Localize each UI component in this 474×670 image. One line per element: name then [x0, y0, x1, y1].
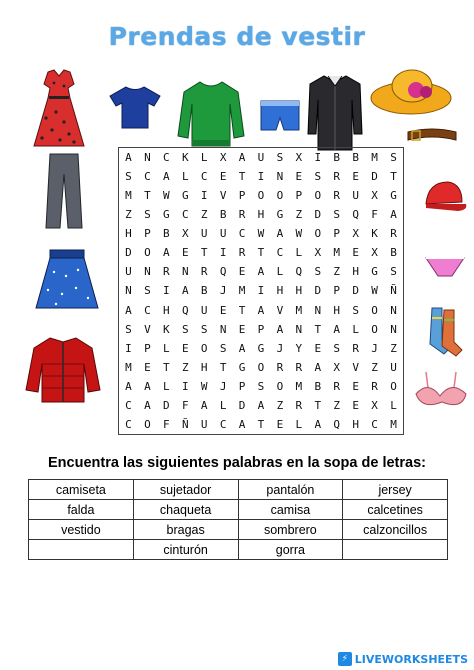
word-list-row — [29, 500, 448, 520]
grid-letter[interactable]: E — [352, 379, 359, 393]
grid-letter[interactable]: H — [333, 303, 341, 317]
grid-letter[interactable]: L — [390, 398, 397, 412]
grid-letter[interactable]: E — [314, 341, 322, 355]
grid-letter[interactable]: O — [371, 322, 378, 336]
instructions: Encuentra las siguientes palabras en la sopa de letras: — [48, 455, 426, 471]
grid-letter[interactable]: Q — [295, 265, 303, 279]
grid-letter[interactable]: N — [390, 322, 397, 336]
grid-letter[interactable]: R — [333, 189, 341, 203]
grid-letter[interactable]: H — [295, 284, 303, 298]
grid-letter[interactable]: C — [125, 398, 132, 412]
grid-letter[interactable]: A — [314, 417, 322, 431]
word-list-cell: sujetador — [133, 480, 238, 500]
shirt-icon — [306, 72, 364, 152]
grid-letter[interactable]: T — [257, 246, 265, 260]
logo-text: LIVEWORKSHEETS — [354, 652, 468, 666]
word-list-cell: bragas — [133, 520, 238, 540]
word-list-table — [28, 479, 448, 560]
grid-letter[interactable]: U — [200, 227, 208, 241]
grid-letter[interactable]: H — [200, 360, 208, 374]
grid-letter[interactable]: W — [371, 284, 378, 298]
grid-letter[interactable]: T — [257, 417, 265, 431]
grid-letter[interactable]: C — [181, 208, 189, 222]
grid-letter[interactable]: Z — [333, 265, 341, 279]
grid-letter[interactable]: A — [238, 417, 246, 431]
grid-letter[interactable]: J — [219, 284, 227, 298]
grid-letter[interactable]: A — [314, 360, 322, 374]
grid-letter[interactable]: Z — [276, 398, 284, 412]
word-list-cell: camisa — [238, 500, 343, 520]
grid-letter[interactable]: P — [144, 227, 151, 241]
knickers-icon — [424, 254, 466, 280]
grid-letter[interactable]: M — [295, 379, 303, 393]
grid-letter[interactable]: L — [163, 379, 170, 393]
word-search-grid[interactable] — [118, 147, 404, 435]
grid-letter[interactable]: C — [144, 303, 151, 317]
grid-letter[interactable]: E — [352, 246, 359, 260]
grid-letter[interactable]: T — [390, 170, 397, 184]
grid-letter[interactable]: S — [144, 208, 151, 222]
grid-letter[interactable]: O — [276, 379, 284, 393]
grid-letter[interactable]: K — [371, 227, 378, 241]
tshirt-icon — [108, 84, 162, 130]
grid-letter[interactable]: U — [257, 151, 265, 165]
grid-letter[interactable]: Z — [181, 360, 189, 374]
grid-letter[interactable]: E — [295, 170, 303, 184]
grid-letter[interactable]: G — [257, 341, 265, 355]
grid-letter[interactable]: X — [352, 227, 359, 241]
hat-icon — [368, 62, 454, 118]
grid-letter[interactable]: R — [295, 398, 303, 412]
grid-letter[interactable]: X — [219, 151, 227, 165]
grid-letter[interactable]: I — [257, 284, 265, 298]
grid-letter[interactable]: T — [238, 170, 246, 184]
grid-letter[interactable]: P — [144, 341, 151, 355]
grid-letter[interactable]: X — [295, 151, 303, 165]
grid-letter[interactable]: E — [238, 322, 246, 336]
grid-letter[interactable]: H — [257, 208, 265, 222]
grid-letter[interactable]: R — [333, 170, 341, 184]
grid-letter[interactable]: A — [333, 322, 341, 336]
grid-letter[interactable]: S — [390, 151, 397, 165]
grid-letter[interactable]: Q — [352, 208, 359, 222]
grid-letter[interactable]: L — [200, 151, 208, 165]
grid-letter[interactable]: R — [238, 246, 246, 260]
grid-letter[interactable]: T — [144, 189, 151, 203]
grid-letter[interactable]: W — [295, 227, 303, 241]
grid-letter[interactable]: T — [238, 303, 246, 317]
grid-letter[interactable]: E — [238, 265, 246, 279]
grid-letter[interactable]: C — [276, 246, 284, 260]
grid-letter[interactable]: C — [371, 417, 378, 431]
grid-letter[interactable]: I — [125, 341, 132, 355]
grid-letter[interactable]: M — [333, 246, 341, 260]
grid-letter[interactable]: A — [181, 284, 189, 298]
skirt-icon — [32, 246, 102, 312]
grid-letter[interactable]: N — [314, 303, 322, 317]
grid-letter[interactable]: O — [371, 303, 378, 317]
grid-letter[interactable]: T — [200, 246, 208, 260]
word-list-row — [29, 540, 448, 560]
grid-letter[interactable]: F — [371, 208, 378, 222]
grid-letter[interactable]: O — [276, 189, 284, 203]
grid-letter[interactable]: H — [163, 303, 170, 317]
grid-letter[interactable]: M — [238, 284, 246, 298]
word-list-cell: vestido — [29, 520, 134, 540]
grid-letter[interactable]: R — [390, 227, 397, 241]
grid-letter[interactable]: V — [219, 189, 227, 203]
grid-letter[interactable]: G — [163, 208, 170, 222]
grid-letter[interactable]: B — [219, 208, 227, 222]
word-list-cell — [343, 540, 448, 560]
word-list-cell — [29, 540, 134, 560]
word-list-row — [29, 480, 448, 500]
grid-letter[interactable]: I — [181, 379, 189, 393]
grid-letter[interactable]: Z — [333, 398, 341, 412]
grid-letter[interactable]: J — [219, 379, 227, 393]
grid-letter[interactable]: H — [352, 417, 359, 431]
grid-letter[interactable]: N — [144, 265, 151, 279]
grid-letter[interactable]: X — [333, 360, 341, 374]
socks-icon — [424, 306, 464, 358]
grid-letter[interactable]: N — [219, 322, 227, 336]
grid-letter[interactable]: S — [125, 322, 132, 336]
grid-letter[interactable]: C — [163, 151, 170, 165]
worksheet-title: Prendas de vestir — [108, 22, 366, 51]
grid-letter[interactable]: L — [295, 246, 303, 260]
grid-letter[interactable]: S — [390, 265, 397, 279]
grid-letter[interactable]: Q — [181, 303, 189, 317]
grid-letter[interactable]: A — [200, 398, 208, 412]
grid-letter[interactable]: R — [371, 379, 378, 393]
grid-letter[interactable]: O — [390, 379, 397, 393]
grid-letter[interactable]: T — [219, 360, 227, 374]
grid-letter[interactable]: Y — [295, 341, 303, 355]
jacket-icon — [24, 334, 102, 404]
grid-letter[interactable]: S — [200, 322, 208, 336]
grid-letter[interactable]: P — [257, 322, 265, 336]
grid-letter[interactable]: N — [144, 151, 151, 165]
grid-letter[interactable]: U — [219, 227, 227, 241]
belt-icon — [406, 126, 458, 146]
grid-letter[interactable]: B — [200, 284, 208, 298]
grid-letter[interactable]: T — [163, 360, 170, 374]
grid-letter[interactable]: A — [163, 170, 170, 184]
grid-letter[interactable]: D — [314, 284, 322, 298]
grid-letter[interactable]: O — [314, 189, 322, 203]
grid-letter[interactable]: V — [352, 360, 359, 374]
grid-letter[interactable]: L — [276, 265, 284, 279]
grid-letter[interactable]: P — [333, 284, 341, 298]
grid-letter[interactable]: E — [144, 360, 151, 374]
grid-letter[interactable]: J — [371, 341, 378, 355]
grid-letter[interactable]: A — [257, 303, 265, 317]
grid-letter[interactable]: R — [276, 360, 284, 374]
grid-letter[interactable]: D — [125, 246, 132, 260]
grid-letter[interactable]: Z — [371, 360, 378, 374]
grid-letter[interactable]: X — [371, 398, 378, 412]
bra-icon — [412, 370, 470, 412]
grid-letter[interactable]: U — [352, 189, 359, 203]
grid-letter[interactable]: C — [219, 417, 227, 431]
grid-letter[interactable]: A — [238, 341, 246, 355]
grid-letter[interactable]: L — [295, 417, 303, 431]
grid-letter[interactable]: M — [125, 189, 132, 203]
grid-letter[interactable]: Q — [333, 417, 341, 431]
grid-letter[interactable]: P — [333, 227, 341, 241]
grid-letter[interactable]: R — [352, 341, 359, 355]
grid-letter[interactable]: E — [352, 398, 359, 412]
logo-icon: ⚡ — [338, 652, 352, 666]
grid-letter[interactable]: C — [125, 417, 132, 431]
grid-letter[interactable]: U — [200, 303, 208, 317]
grid-letter[interactable]: O — [314, 227, 322, 241]
grid-letter[interactable]: C — [238, 227, 246, 241]
grid-letter[interactable]: R — [163, 265, 170, 279]
dress-icon — [24, 68, 94, 150]
grid-letter[interactable]: E — [219, 303, 227, 317]
grid-letter[interactable]: A — [257, 398, 265, 412]
word-list-cell: sombrero — [238, 520, 343, 540]
grid-letter[interactable]: O — [144, 417, 151, 431]
grid-letter[interactable]: D — [238, 398, 246, 412]
grid-letter[interactable]: B — [390, 246, 397, 260]
grid-letter[interactable]: E — [181, 341, 189, 355]
grid-letter[interactable]: D — [163, 398, 170, 412]
grid-letter[interactable]: G — [276, 208, 284, 222]
grid-letter[interactable]: A — [276, 322, 284, 336]
grid-letter[interactable]: I — [163, 284, 170, 298]
grid-letter[interactable]: W — [163, 189, 170, 203]
grid-letter[interactable]: R — [238, 208, 246, 222]
grid-letter[interactable]: K — [181, 151, 189, 165]
word-list-cell: calzoncillos — [343, 520, 448, 540]
grid-letter[interactable]: S — [333, 341, 341, 355]
grid-letter[interactable]: S — [352, 303, 359, 317]
grid-letter[interactable]: X — [181, 227, 189, 241]
word-list-row — [29, 520, 448, 540]
grid-letter[interactable]: L — [163, 341, 170, 355]
grid-letter[interactable]: B — [333, 151, 341, 165]
grid-letter[interactable]: I — [200, 189, 208, 203]
grid-letter[interactable]: G — [181, 189, 189, 203]
grid-letter[interactable]: V — [144, 322, 151, 336]
grid-letter[interactable]: S — [181, 322, 189, 336]
grid-letter[interactable]: R — [333, 379, 341, 393]
grid-letter[interactable]: Z — [390, 341, 397, 355]
grid-letter[interactable]: P — [238, 189, 246, 203]
grid-letter[interactable]: E — [219, 170, 227, 184]
grid-letter[interactable]: L — [181, 170, 189, 184]
grid-letter[interactable]: D — [352, 284, 359, 298]
grid-letter[interactable]: Ñ — [390, 284, 397, 298]
grid-letter[interactable]: C — [200, 170, 208, 184]
grid-letter[interactable]: G — [390, 189, 397, 203]
grid-letter[interactable]: H — [125, 227, 132, 241]
grid-letter[interactable]: V — [276, 303, 284, 317]
liveworksheets-logo[interactable] — [338, 651, 468, 667]
grid-letter[interactable]: O — [257, 189, 265, 203]
grid-letter[interactable]: N — [276, 170, 284, 184]
grid-letter[interactable]: E — [181, 246, 189, 260]
grid-letter[interactable]: Ñ — [181, 417, 189, 431]
grid-letter[interactable]: H — [352, 265, 359, 279]
grid-letter[interactable]: W — [257, 227, 265, 241]
grid-letter[interactable]: J — [276, 341, 284, 355]
grid-letter[interactable]: A — [163, 246, 170, 260]
sweater-icon — [176, 78, 246, 150]
grid-letter[interactable]: L — [219, 398, 227, 412]
word-list-cell: cinturón — [133, 540, 238, 560]
grid-letter[interactable]: G — [371, 265, 378, 279]
grid-letter[interactable]: X — [371, 189, 378, 203]
word-list-cell: gorra — [238, 540, 343, 560]
grid-letter[interactable]: A — [125, 151, 132, 165]
grid-letter[interactable]: N — [125, 284, 132, 298]
grid-letter[interactable]: I — [257, 170, 265, 184]
grid-letter[interactable]: A — [390, 208, 397, 222]
grid-letter[interactable]: I — [219, 246, 227, 260]
grid-letter[interactable]: Z — [125, 208, 132, 222]
grid-letter[interactable]: S — [257, 379, 265, 393]
grid-letter[interactable]: S — [333, 208, 341, 222]
grid-letter[interactable]: U — [125, 265, 132, 279]
grid-letter[interactable]: S — [276, 151, 284, 165]
grid-letter[interactable]: N — [295, 322, 303, 336]
grid-letter[interactable]: U — [390, 360, 397, 374]
grid-letter[interactable]: L — [352, 322, 359, 336]
cap-icon — [422, 178, 468, 218]
grid-letter[interactable]: A — [144, 398, 151, 412]
grid-letter[interactable]: K — [163, 322, 170, 336]
grid-letter[interactable]: M — [371, 151, 378, 165]
grid-letter[interactable]: S — [125, 170, 132, 184]
grid-letter[interactable]: P — [295, 189, 303, 203]
word-list-cell: falda — [29, 500, 134, 520]
grid-letter[interactable]: A — [238, 151, 246, 165]
grid-letter[interactable]: M — [125, 360, 132, 374]
grid-letter[interactable]: A — [125, 379, 132, 393]
grid-letter[interactable]: W — [200, 379, 208, 393]
grid-letter[interactable]: X — [371, 246, 378, 260]
grid-letter[interactable]: O — [200, 341, 208, 355]
word-list-cell: calcetines — [343, 500, 448, 520]
grid-letter[interactable]: S — [314, 265, 322, 279]
grid-letter[interactable]: R — [200, 265, 208, 279]
grid-letter[interactable]: F — [163, 417, 170, 431]
underpants-icon — [258, 98, 302, 134]
grid-letter[interactable]: D — [371, 170, 378, 184]
grid-letter[interactable]: H — [276, 284, 284, 298]
grid-letter[interactable]: F — [181, 398, 189, 412]
grid-letter[interactable]: G — [238, 360, 246, 374]
grid-letter[interactable]: Z — [200, 208, 208, 222]
grid-letter[interactable]: X — [314, 246, 322, 260]
grid-letter[interactable]: O — [257, 360, 265, 374]
grid-letter[interactable]: A — [257, 265, 265, 279]
grid-letter[interactable]: A — [144, 379, 151, 393]
grid-letter[interactable]: B — [314, 379, 322, 393]
word-list-cell: pantalón — [238, 480, 343, 500]
grid-letter[interactable]: C — [144, 170, 151, 184]
grid-letter[interactable]: O — [144, 246, 151, 260]
grid-letter[interactable]: U — [200, 417, 208, 431]
grid-letter[interactable]: E — [276, 417, 284, 431]
grid-letter[interactable]: M — [295, 303, 303, 317]
grid-letter[interactable]: T — [314, 322, 322, 336]
trousers-icon — [44, 152, 84, 230]
grid-letter[interactable]: D — [314, 208, 322, 222]
word-list-cell: camiseta — [29, 480, 134, 500]
grid-letter[interactable]: S — [314, 170, 322, 184]
grid-letter[interactable]: I — [314, 151, 322, 165]
word-list-cell: chaqueta — [133, 500, 238, 520]
grid-letter[interactable]: P — [238, 379, 246, 393]
grid-letter[interactable]: B — [352, 151, 359, 165]
grid-letter[interactable]: R — [295, 360, 303, 374]
grid-letter[interactable]: S — [144, 284, 151, 298]
word-list-cell: jersey — [343, 480, 448, 500]
grid-letter[interactable]: T — [314, 398, 322, 412]
grid-letter[interactable]: B — [163, 227, 170, 241]
grid-letter[interactable]: Z — [295, 208, 303, 222]
grid-letter[interactable]: N — [181, 265, 189, 279]
grid-letter[interactable]: N — [390, 303, 397, 317]
grid-letter[interactable]: A — [276, 227, 284, 241]
grid-letter[interactable]: A — [125, 303, 132, 317]
grid-letter[interactable]: S — [219, 341, 227, 355]
grid-letter[interactable]: Q — [219, 265, 227, 279]
grid-letter[interactable]: M — [390, 417, 397, 431]
grid-letter[interactable]: E — [352, 170, 359, 184]
